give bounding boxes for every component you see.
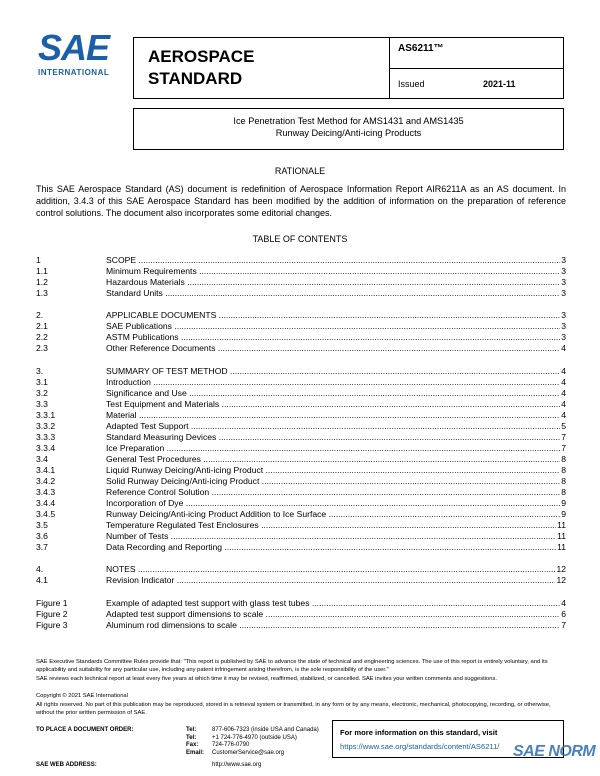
toc-entry-title: Other Reference Documents ..... [106, 343, 560, 354]
contact-tel2 [186, 735, 297, 743]
document-type-line2: STANDARD [148, 69, 243, 88]
toc-entry-title: Material ..... [106, 410, 560, 421]
toc-entry-number: 3.1 [36, 376, 48, 387]
toc-entry-number: 4.1 [36, 575, 48, 586]
toc-entry-title: Solid Runway Deicing/Anti-icing Product ..... [106, 476, 560, 487]
document-title [133, 115, 564, 139]
toc-entry-title: Liquid Runway Deicing/Anti-icing Product ..... [106, 465, 560, 476]
toc-entry[interactable] [36, 498, 566, 509]
toc-entry-number: 3.4.1 [36, 464, 56, 475]
title-line1: Ice Penetration Test Method for AMS1431 and AMS1435 [233, 116, 464, 126]
toc-entry[interactable] [36, 332, 566, 343]
toc-entry-number: 3. [36, 365, 44, 376]
info-text: For more information on this standard, visit [340, 728, 498, 737]
toc-entry[interactable] [36, 432, 566, 443]
toc-entry[interactable] [36, 421, 566, 432]
fax-label: Fax: [186, 742, 199, 749]
toc-entry-page: 4 [561, 597, 566, 608]
toc-entry-number: 3.3 [36, 398, 48, 409]
toc-entry-title: Number of Tests ..... [106, 531, 556, 542]
toc-entry-page: 4 [561, 409, 566, 420]
toc-entry[interactable] [36, 288, 566, 299]
toc-entry-number: 3.3.2 [36, 420, 56, 431]
toc-entry-page: 12 [556, 564, 566, 575]
toc-entry-title: Test Equipment and Materials ..... [106, 399, 560, 410]
toc-entry[interactable] [36, 343, 566, 354]
toc-entry-number: 3.2 [36, 387, 48, 398]
toc-entry[interactable] [36, 575, 566, 586]
toc-entry-title: NOTES ..... [106, 564, 555, 575]
toc-entry-number: 1.2 [36, 277, 48, 288]
document-type-line1: AEROSPACE [148, 47, 255, 66]
toc-entry-title: Example of adapted test support with glass test tubes ..... [106, 598, 560, 609]
toc-entry[interactable] [36, 266, 566, 277]
issued-label: Issued [398, 79, 425, 89]
toc-entry-page: 4 [561, 365, 566, 376]
toc-entry-number: Figure 3 [36, 619, 68, 630]
toc-entry-page: 5 [561, 420, 566, 431]
contact-fax [186, 742, 249, 750]
toc-entry-number: 3.4 [36, 453, 48, 464]
toc-entry-number: 3.4.5 [36, 509, 56, 520]
header-divider-horizontal [389, 68, 564, 69]
toc-entry[interactable] [36, 487, 566, 498]
toc-entry-title: SUMMARY OF TEST METHOD ..... [106, 366, 560, 377]
toc-entry[interactable] [36, 564, 566, 575]
toc-entry-number: 3.3.3 [36, 431, 56, 442]
toc-entry-page: 4 [561, 398, 566, 409]
toc-entry-title: Ice Preparation ..... [106, 443, 560, 454]
toc-entry[interactable] [36, 531, 566, 542]
toc-entry-page: 9 [561, 509, 566, 520]
rationale-heading: RATIONALE [274, 166, 326, 176]
toc-entry-page: 8 [561, 453, 566, 464]
toc-entry[interactable] [36, 542, 566, 553]
toc-entry-title: Adapted test support dimensions to scale ..... [106, 609, 560, 620]
toc-entry-number: 4. [36, 564, 44, 575]
toc-entry-title: SAE Publications ..... [106, 321, 560, 332]
logo-subtext: INTERNATIONAL [38, 68, 110, 77]
footer-review: SAE reviews each technical report at least every five years at which time it may be revised, reaffirmed, stabilized, or cancelled. SAE invites your written comments and suggestions. [36, 676, 497, 682]
issued-date: 2021-11 [483, 79, 516, 89]
footer-rules: SAE Executive Standards Committee Rules provide that: "This report is published by SAE to advance the state of technical and engineering sciences. The use of this report is entirely voluntary, and its applicability and suitability for any particular use, including any patent infringement arising therefrom, is the sole responsibility of the user." [36, 659, 548, 673]
toc-entry-title: Runway Deicing/Anti-icing Product Addition to Ice Surface ..... [106, 509, 560, 520]
toc-entry-number: 3.4.2 [36, 476, 56, 486]
tel2-label: Tel: [186, 734, 197, 741]
toc-entry-page: 8 [561, 476, 566, 486]
footer-rights: All rights reserved. No part of this publication may be reproduced, stored in a retrieval system or transmitted, in any form or by any means, electronic, mechanical, photocopying, recording, or otherwise, without the prior written permission of SAE. [36, 702, 551, 716]
toc-entry-title: Incorporation of Dye ..... [106, 498, 560, 509]
contact-tel [186, 727, 319, 735]
toc-entry-page: 3 [561, 332, 566, 343]
toc-entry[interactable] [36, 520, 566, 531]
toc-entry-title: APPLICABLE DOCUMENTS ..... [106, 310, 560, 321]
toc-entry-title: Standard Measuring Devices ..... [106, 432, 560, 443]
toc-entry-title: ASTM Publications ..... [106, 332, 560, 343]
toc-entry-number: 1.1 [36, 266, 48, 277]
toc-entry-title: Temperature Regulated Test Enclosures ..... [106, 520, 556, 531]
document-number: AS6211™ [398, 43, 444, 54]
watermark-logo: SAE NORM [513, 743, 596, 760]
toc-entry-number: 3.7 [36, 542, 48, 553]
toc-entry-number: 3.4.4 [36, 498, 56, 509]
email-link[interactable]: CustomerService@sae.org [212, 749, 285, 756]
toc-entry[interactable] [36, 609, 566, 620]
toc-heading: TABLE OF CONTENTS [252, 234, 348, 244]
toc-entry-page: 4 [561, 343, 566, 354]
toc-entry-page: 12 [556, 575, 566, 586]
toc-entry-page: 6 [561, 608, 566, 619]
toc-entry-title: Minimum Requirements ..... [106, 266, 560, 277]
toc-entry-page: 7 [561, 431, 566, 442]
toc-entry-number: 2.2 [36, 332, 48, 343]
toc-entry-title: Hazardous Materials ..... [106, 277, 560, 288]
toc-entry-title: Revision Indicator ..... [106, 575, 555, 586]
toc-entry-number: 3.6 [36, 531, 48, 542]
tel-value: 877-606-7323 (inside USA and Canada) [212, 727, 319, 733]
toc-entry-title: General Test Procedures ..... [106, 454, 560, 465]
toc-entry-page: 3 [561, 310, 566, 321]
web-address [186, 762, 261, 770]
toc-entry-number: 2.1 [36, 321, 48, 332]
logo-text: SAE [38, 27, 110, 68]
title-line2: Runway Deicing/Anti-icing Products [275, 128, 422, 138]
toc-entry-title: Introduction ..... [106, 377, 560, 388]
email-label: Email: [186, 749, 205, 756]
toc-entry[interactable] [36, 366, 566, 377]
toc-entry-page: 7 [561, 442, 566, 453]
web-link[interactable]: http://www.sae.org [212, 762, 262, 768]
toc-entry-page: 11 [557, 520, 566, 531]
toc-entry[interactable] [36, 620, 566, 631]
toc-entry-page: 3 [561, 277, 566, 288]
toc-entry[interactable] [36, 454, 566, 465]
toc-entry-title: Aluminum rod dimensions to scale ..... [106, 620, 560, 631]
toc-entry-number: 3.3.4 [36, 442, 56, 453]
toc-entry-title: Significance and Use ..... [106, 388, 560, 399]
toc-entry[interactable] [36, 321, 566, 332]
toc-entry[interactable] [36, 410, 566, 421]
toc-entry[interactable] [36, 377, 566, 388]
toc-entry-title: Standard Units ..... [106, 288, 560, 299]
toc-entry[interactable] [36, 255, 566, 266]
toc-entry-number: 3.5 [36, 520, 48, 531]
toc-entry-number: 1 [36, 255, 41, 265]
toc-entry-title: Adapted Test Support ..... [106, 421, 560, 432]
toc-entry-number: 3.3.1 [36, 409, 56, 420]
toc-entry-page: 3 [561, 266, 566, 277]
toc-entry[interactable] [36, 476, 566, 487]
toc-entry-page: 8 [561, 487, 566, 498]
toc-entry[interactable] [36, 388, 566, 399]
tel-label: Tel: [186, 727, 197, 733]
toc-entry-page: 11 [557, 542, 566, 553]
toc-entry-page: 3 [561, 321, 566, 332]
contact-email [186, 750, 284, 758]
toc-entry[interactable] [36, 310, 566, 321]
toc-entry-page: 4 [561, 376, 566, 387]
toc-entry-page: 3 [561, 255, 566, 265]
tel2-value: +1 724-776-4970 (outside USA) [212, 734, 297, 741]
toc-entry-number: 2. [36, 310, 44, 321]
document-type [148, 46, 254, 90]
toc-entry-page: 7 [561, 619, 566, 630]
toc-entry-title: SCOPE ..... [106, 255, 560, 266]
toc-entry[interactable] [36, 509, 566, 520]
toc-entry-number: Figure 2 [36, 608, 68, 619]
fax-value: 724-776-0790 [212, 742, 250, 749]
toc-entry-title: Data Recording and Reporting ..... [106, 542, 556, 553]
web-label: SAE WEB ADDRESS: [36, 762, 97, 768]
toc-entry-page: 3 [561, 288, 566, 299]
footer-copyright: Copyright © 2021 SAE International [36, 693, 128, 699]
toc-entry-page: 9 [561, 498, 566, 509]
order-label: TO PLACE A DOCUMENT ORDER: [36, 727, 134, 733]
info-link[interactable]: https://www.sae.org/standards/content/AS6211/ [340, 742, 500, 751]
toc-entry-number: 1.3 [36, 288, 48, 299]
rationale-text: This SAE Aerospace Standard (AS) document is redefinition of Aerospace Information Report AIR6211A as an AS document. In addition, 3.4.3 of this SAE Aerospace Standard has been modified by the addition of information on the preparation of reference control solutions. The document also incorporates some editorial changes. [36, 184, 566, 218]
toc-entry-page: 11 [557, 531, 566, 542]
toc-entry-number: 3.4.3 [36, 487, 56, 498]
toc-entry-title: Reference Control Solution ..... [106, 487, 560, 498]
toc-entry[interactable] [36, 465, 566, 476]
toc-entry-page: 8 [561, 464, 566, 475]
sae-logo [38, 27, 120, 86]
toc-entry-number: Figure 1 [36, 597, 68, 608]
toc-entry[interactable] [36, 277, 566, 288]
toc-entry[interactable] [36, 399, 566, 410]
toc-entry[interactable] [36, 598, 566, 609]
toc-entry[interactable] [36, 443, 566, 454]
toc-entry-page: 4 [561, 387, 566, 398]
toc-entry-number: 2.3 [36, 343, 48, 354]
